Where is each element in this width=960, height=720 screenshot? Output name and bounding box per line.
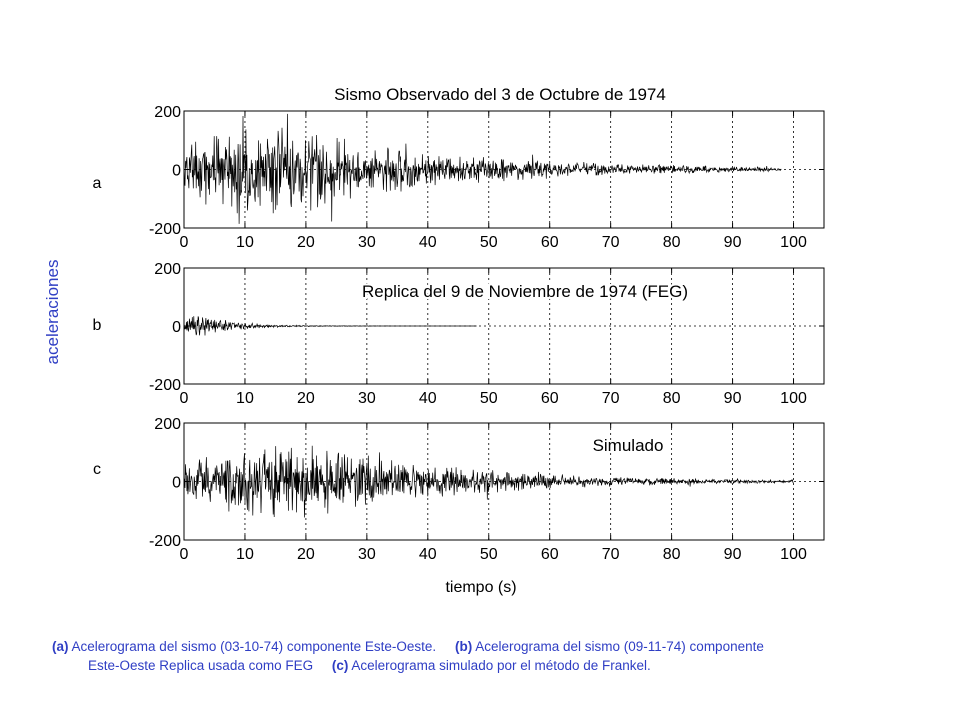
panel-a [93, 85, 824, 251]
caption-c-tag: (c) [331, 658, 349, 673]
panel-title-a: Sismo Observado del 3 de Octubre de 1974 [334, 85, 666, 104]
panel-b [93, 261, 824, 407]
panel-title-c: Simulado [592, 436, 664, 455]
series-line-a [184, 114, 781, 224]
y-tick-label: -200 [148, 221, 181, 238]
series-line-b [184, 316, 477, 335]
caption-a-tag: (a) [52, 639, 69, 654]
x-tick-label: 30 [357, 390, 376, 407]
x-tick-label: 80 [662, 390, 681, 407]
caption-b-text-2: Este-Oeste Replica usada como FEG [88, 658, 314, 673]
panel-label-b: b [92, 317, 102, 334]
x-tick-label: 40 [418, 234, 437, 251]
x-tick-label: 70 [601, 546, 620, 563]
x-tick-label: 50 [479, 546, 498, 563]
caption-line-2 [52, 656, 932, 675]
x-tick-label: 20 [297, 234, 315, 251]
x-tick-label: 30 [357, 234, 376, 251]
x-tick-label: 70 [601, 234, 620, 251]
y-tick-label: 200 [154, 416, 181, 433]
x-tick-label: 60 [540, 546, 559, 563]
caption-b-text-1: Acelerograma del sismo (09-11-74) componente [475, 639, 764, 654]
x-tick-label: 0 [179, 546, 189, 563]
x-tick-label: 100 [780, 546, 807, 563]
caption-c-text: Acelerograma simulado por el método de Frankel. [351, 658, 651, 673]
figure-caption [52, 637, 932, 675]
x-tick-label: 40 [418, 390, 437, 407]
x-tick-label: 90 [723, 234, 742, 251]
y-tick-label: 200 [154, 261, 181, 278]
panel-label-a: a [92, 175, 102, 192]
x-tick-label: 0 [179, 390, 189, 407]
y-axis-label: aceleraciones [43, 259, 62, 365]
panel-label-c: c [93, 461, 101, 478]
x-tick-label: 80 [662, 546, 681, 563]
x-tick-label: 60 [540, 390, 559, 407]
y-tick-label: 0 [172, 319, 181, 336]
y-tick-label: -200 [148, 377, 181, 394]
caption-b-tag: (b) [454, 639, 473, 654]
y-tick-label: -200 [148, 533, 181, 550]
y-tick-label: 0 [172, 474, 181, 492]
x-tick-label: 50 [479, 234, 498, 251]
x-axis-label: tiempo (s) [445, 579, 517, 596]
x-tick-label: 0 [179, 234, 189, 251]
series-line-c [184, 446, 794, 518]
x-tick-label: 90 [723, 546, 742, 563]
x-tick-label: 20 [297, 390, 315, 407]
x-tick-label: 80 [662, 234, 681, 251]
y-tick-label: 200 [154, 104, 181, 121]
x-tick-label: 100 [780, 390, 807, 407]
x-tick-label: 10 [236, 546, 254, 563]
x-tick-label: 70 [601, 390, 620, 407]
x-tick-label: 60 [540, 234, 559, 251]
x-tick-label: 30 [357, 546, 376, 563]
x-tick-label: 90 [723, 390, 742, 407]
x-tick-label: 10 [236, 390, 254, 407]
x-tick-label: 50 [479, 390, 498, 407]
x-tick-label: 10 [236, 234, 254, 251]
panel-title-b: Replica del 9 de Noviembre de 1974 (FEG) [362, 282, 688, 301]
x-tick-label: 40 [418, 546, 437, 563]
panel-c [93, 416, 824, 563]
y-tick-label: 0 [172, 162, 181, 180]
x-tick-label: 100 [780, 234, 807, 251]
x-tick-label: 20 [297, 546, 315, 563]
caption-line-1 [52, 637, 932, 656]
caption-a-text: Acelerograma del sismo (03-10-74) componente Este-Oeste. [71, 639, 437, 654]
